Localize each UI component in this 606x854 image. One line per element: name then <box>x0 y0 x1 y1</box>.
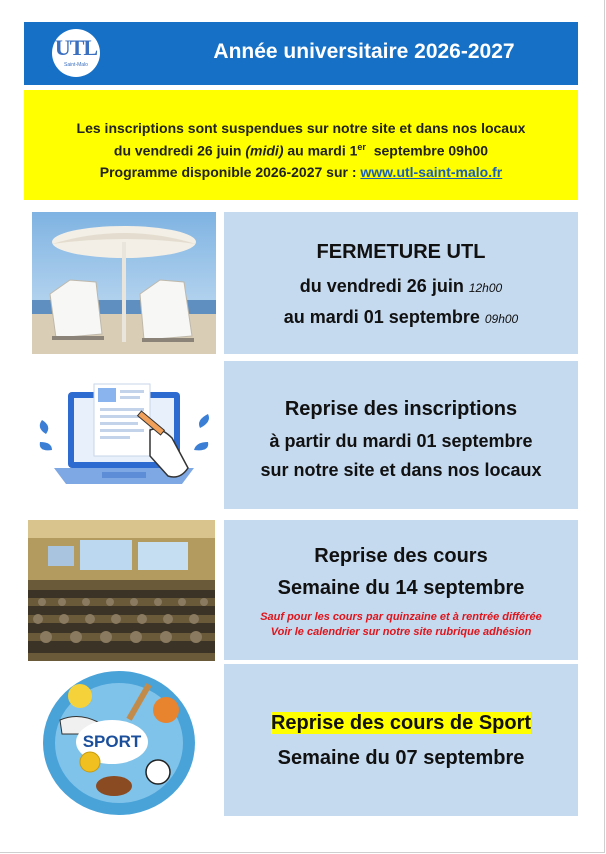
notice-line-3 <box>24 164 578 180</box>
notice-from: du vendredi 26 juin <box>113 142 242 159</box>
header-banner <box>24 22 578 85</box>
notice-noon: (midi) <box>245 142 284 159</box>
closure-from <box>224 276 578 297</box>
registration-panel <box>224 361 578 509</box>
registration-line-1: à partir du mardi 01 septembre <box>269 431 533 451</box>
page-title: Année universitaire 2026-2027 <box>213 40 515 63</box>
registration-title: Reprise des inscriptions <box>284 398 518 420</box>
closure-to-date: au mardi 01 septembre <box>283 307 480 327</box>
suspension-notice <box>24 90 578 200</box>
closure-to <box>224 307 578 328</box>
notice-program: Programme disponible 2026-2027 sur : <box>99 164 357 180</box>
sport-title: Reprise des cours de Sport <box>270 712 532 734</box>
notice-to: au mardi 1 <box>287 142 358 159</box>
notice-line-1: Les inscriptions sont suspendues sur notre site et dans nos locaux <box>76 120 526 136</box>
sport-badge-text: SPORT <box>82 732 142 751</box>
sport-panel <box>224 664 578 816</box>
sport-title-row <box>224 712 578 735</box>
courses-title: Reprise des cours <box>314 545 488 567</box>
sport-week: Semaine du 07 septembre <box>277 747 525 769</box>
online-registration-illustration <box>32 368 216 508</box>
notice-line-2 <box>24 142 578 159</box>
closure-from-time: 12h00 <box>468 281 503 295</box>
registration-line-2: sur notre site et dans nos locaux <box>260 460 542 480</box>
lecture-hall-image <box>28 520 215 661</box>
closure-to-time: 09h00 <box>484 312 519 326</box>
notice-sup: er <box>357 142 366 152</box>
sport-illustration <box>40 668 198 818</box>
website-link[interactable]: www.utl-saint-malo.fr <box>360 164 503 180</box>
closure-from-date: du vendredi 26 juin <box>299 276 464 296</box>
logo-text: UTL <box>54 35 98 60</box>
courses-week: Semaine du 14 septembre <box>277 577 525 599</box>
notice-to-date: septembre 09h00 <box>373 142 489 159</box>
closure-panel <box>224 212 578 354</box>
beach-chairs-image <box>32 212 216 354</box>
courses-note-1: Sauf pour les cours par quinzaine et à rentrée différée <box>260 611 542 623</box>
courses-panel <box>224 520 578 660</box>
courses-note-2: Voir le calendrier sur notre site rubrique adhésion <box>270 626 532 638</box>
utl-logo <box>52 29 100 77</box>
logo-subtitle: Saint-Malo <box>64 62 88 68</box>
closure-title: FERMETURE UTL <box>316 241 486 263</box>
